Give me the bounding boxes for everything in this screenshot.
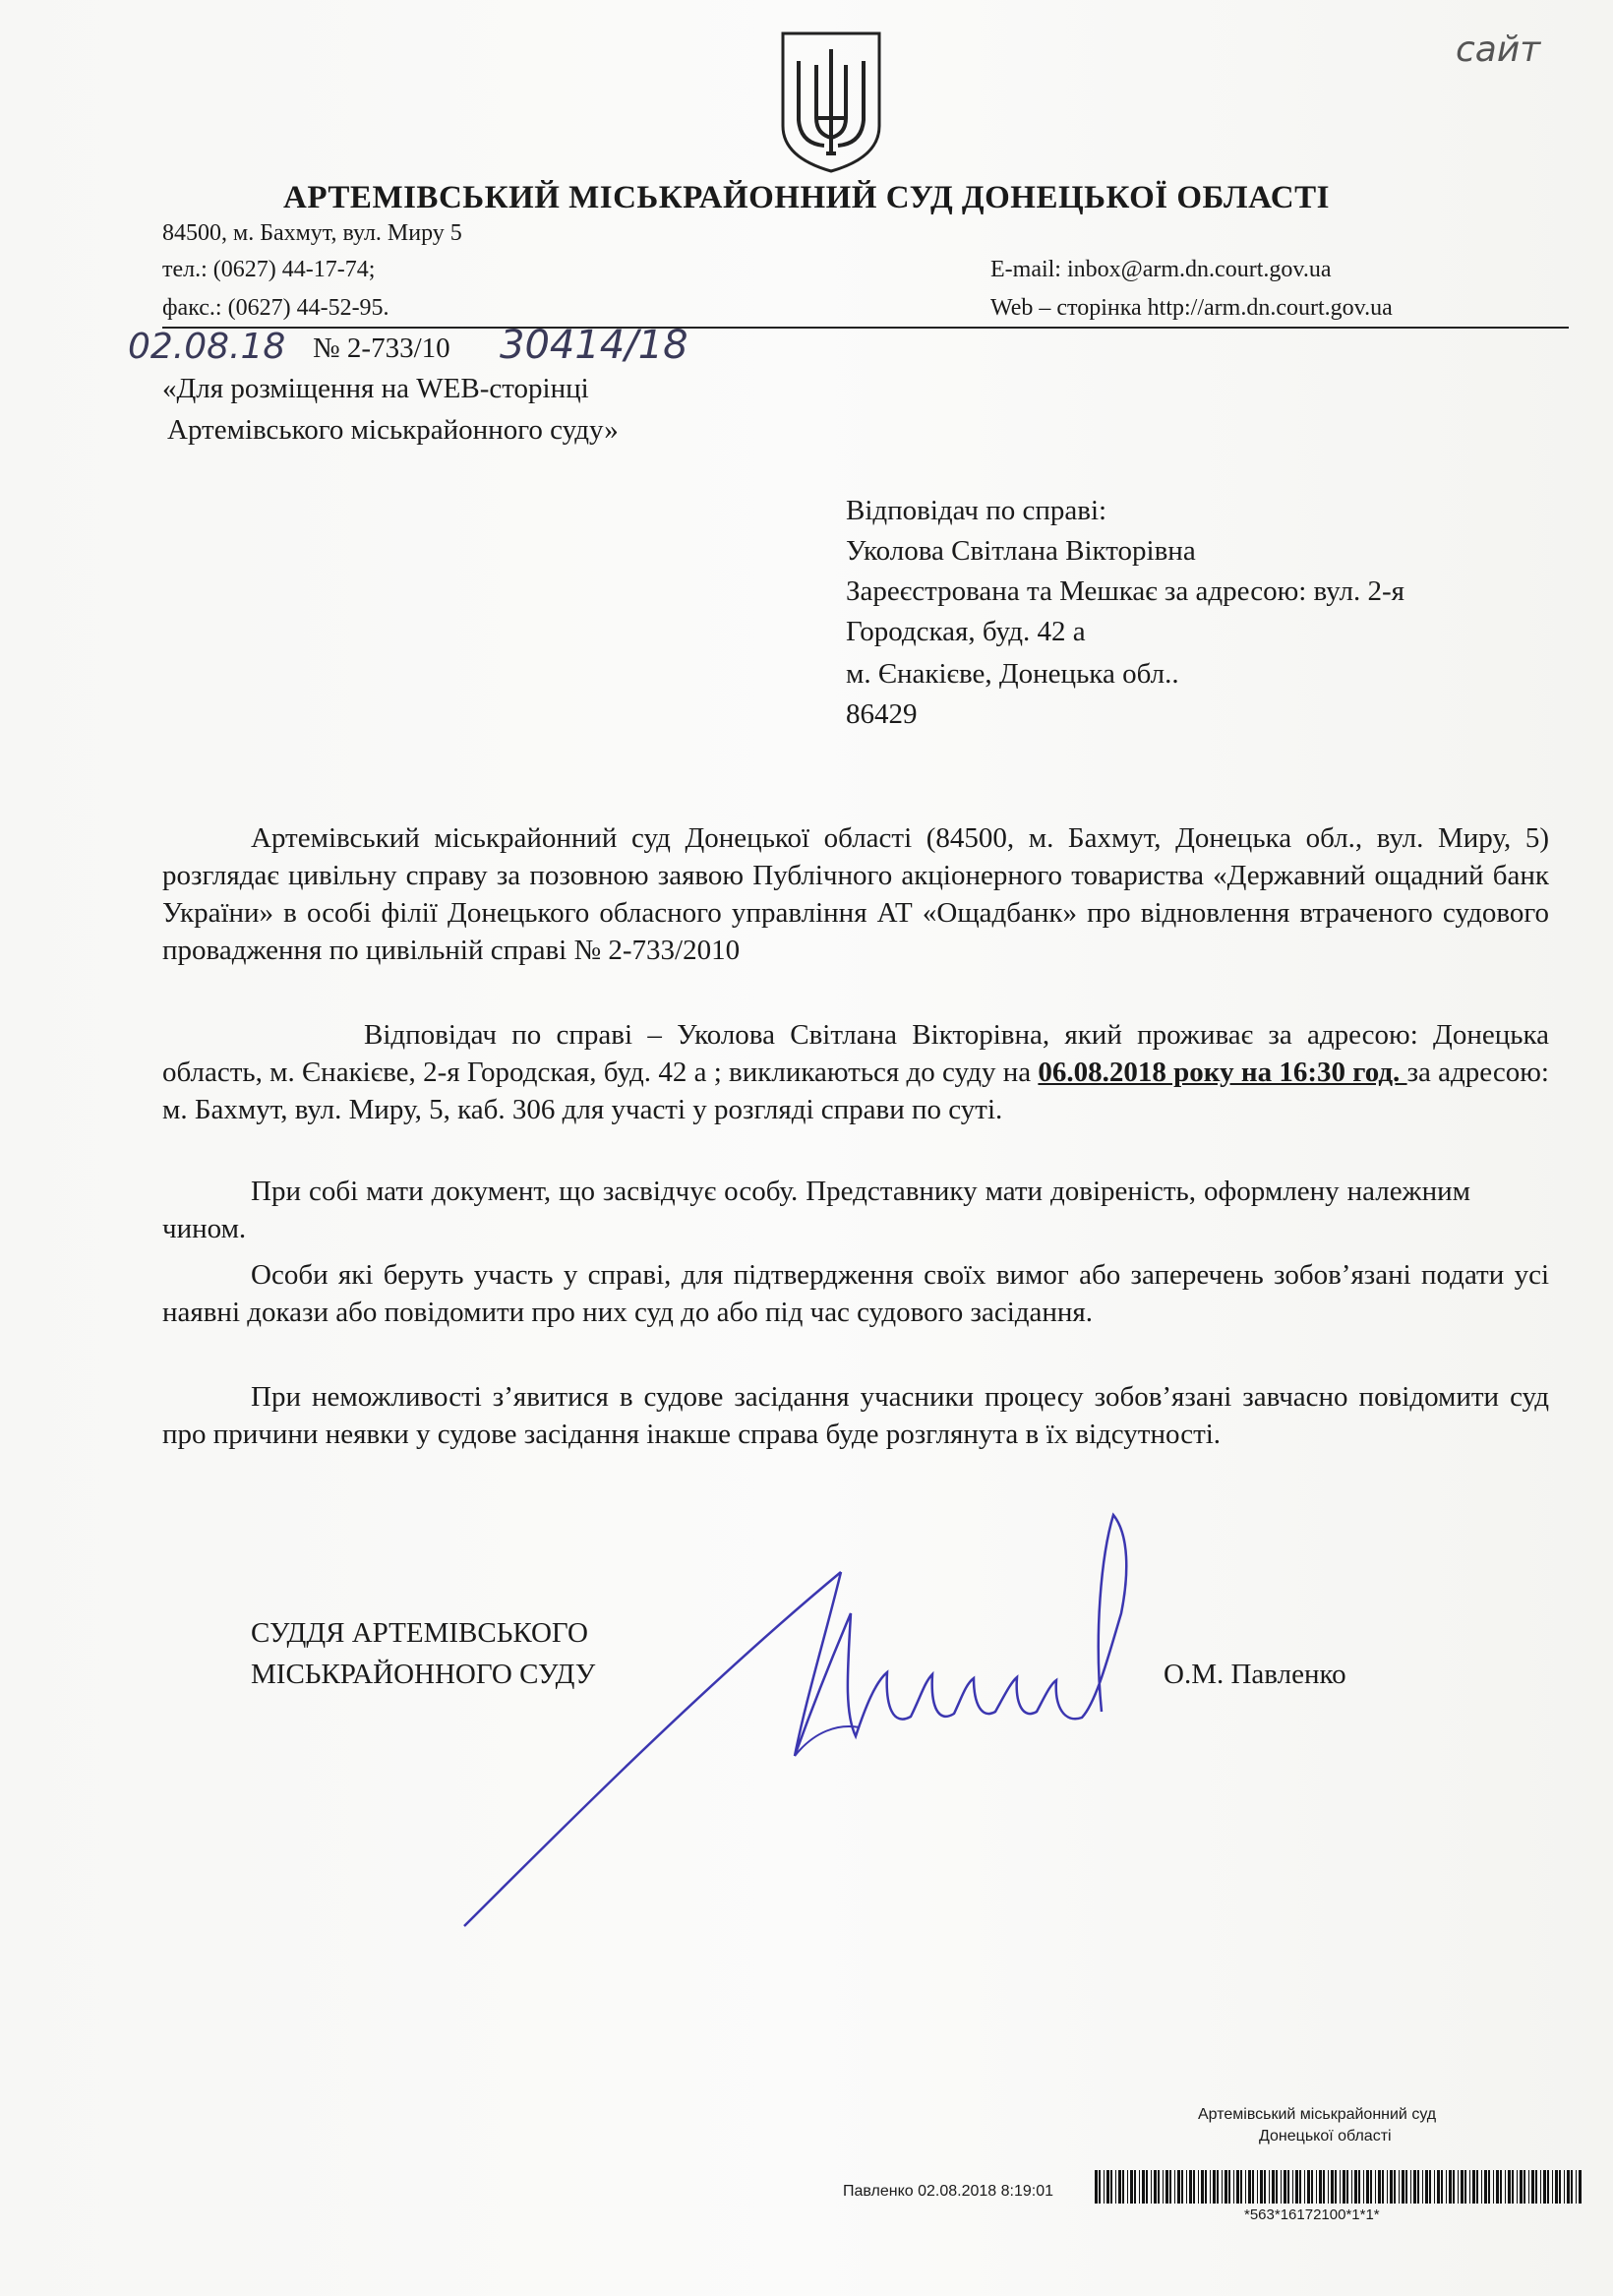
barcode-bar xyxy=(1517,2170,1518,2204)
barcode-bar xyxy=(1174,2170,1175,2204)
barcode-bar xyxy=(1142,2170,1145,2204)
stamp-court-line2: Донецької області xyxy=(1259,2128,1392,2145)
barcode-bar xyxy=(1402,2170,1404,2204)
body-paragraph-4: Особи які беруть участь у справі, для підтвердження своїх вимог або заперечень зобов’язані подати усі наявні докази або повідомити про них суд до або під час судового засідання. xyxy=(162,1259,1549,1328)
barcode-bar xyxy=(1110,2170,1112,2204)
barcode-bar xyxy=(1307,2170,1310,2204)
barcode-bar xyxy=(1115,2170,1116,2204)
barcode-bar xyxy=(1260,2170,1263,2204)
barcode-bar xyxy=(1366,2170,1369,2204)
barcode-bar xyxy=(1205,2170,1207,2204)
court-web: Web – сторінка http://arm.dn.court.gov.ua xyxy=(990,295,1393,321)
barcode-bar xyxy=(1346,2170,1348,2204)
barcode-bar xyxy=(1434,2170,1435,2204)
barcode-bar xyxy=(1540,2170,1541,2204)
court-name: АРТЕМІВСЬКИЙ МІСЬКРАЙОННИЙ СУД ДОНЕЦЬКОЇ ОБЛАСТІ xyxy=(283,180,1330,215)
handwritten-signature xyxy=(452,1495,1200,1938)
barcode-bar xyxy=(1276,2170,1278,2204)
barcode-bar xyxy=(1201,2170,1204,2204)
addressee-name: Уколова Світлана Вікторівна xyxy=(846,535,1196,567)
barcode-bar xyxy=(1520,2170,1523,2204)
barcode-bar xyxy=(1399,2170,1400,2204)
barcode-bar xyxy=(1328,2170,1329,2204)
barcode-bar xyxy=(1245,2170,1246,2204)
barcode-bar xyxy=(1576,2170,1577,2204)
barcode-bar xyxy=(1122,2170,1124,2204)
barcode-bar xyxy=(1343,2170,1345,2204)
barcode-bar xyxy=(1331,2170,1334,2204)
barcode-bar xyxy=(1272,2170,1275,2204)
barcode-bar xyxy=(1375,2170,1376,2204)
barcode-bar xyxy=(1189,2170,1192,2204)
body-paragraph-1: Артемівський міськрайонний суд Донецької області (84500, м. Бахмут, Донецька обл., вул. Миру, 5) розглядає цивільну справу за позовною заявою Публічного акціонерного товариства «Державний ощадний банк України» в особі філії Донецького обласного управління АТ «Ощадбанк» про відновлення втраченого судового провадження по цивільній справі № 2-733/2010 xyxy=(162,822,1549,966)
barcode-bar xyxy=(1564,2170,1565,2204)
barcode-bar xyxy=(1228,2170,1230,2204)
barcode-bar xyxy=(1316,2170,1317,2204)
barcode-bar xyxy=(1269,2170,1270,2204)
signer-name: О.М. Павленко xyxy=(1164,1659,1346,1690)
addressee-address1: Зареєстрована та Мешкає за адресою: вул. 2-я xyxy=(846,575,1404,607)
addressee-label: Відповідач по справі: xyxy=(846,495,1107,526)
coat-of-arms-icon xyxy=(777,28,885,173)
barcode-bar xyxy=(1335,2170,1337,2204)
barcode-bar xyxy=(1099,2170,1101,2204)
case-number: № 2-733/10 xyxy=(313,332,450,364)
barcode-bar xyxy=(1169,2170,1171,2204)
barcode-bar xyxy=(1287,2170,1289,2204)
barcode-bar xyxy=(1213,2170,1216,2204)
barcode-bar xyxy=(1146,2170,1148,2204)
barcode-bar xyxy=(1363,2170,1364,2204)
stamp-court-line1: Артемівський міськрайонний суд xyxy=(1198,2106,1437,2123)
handwritten-date: 02.08.18 xyxy=(128,327,286,367)
barcode-bar xyxy=(1165,2170,1168,2204)
barcode-bar xyxy=(1382,2170,1384,2204)
barcode-bar xyxy=(1311,2170,1313,2204)
corner-handwritten-note: сайт xyxy=(1456,30,1541,70)
barcode-bar xyxy=(1496,2170,1499,2204)
barcode-bar xyxy=(1528,2170,1529,2204)
barcode-bar xyxy=(1422,2170,1423,2204)
barcode-bar xyxy=(1264,2170,1266,2204)
barcode-bar xyxy=(1370,2170,1372,2204)
body-paragraph-3: При собі мати документ, що засвідчує особу. Представнику мати довіреність, оформлену належним чином. xyxy=(162,1176,1470,1244)
barcode-bar xyxy=(1257,2170,1258,2204)
barcode-bar xyxy=(1441,2170,1443,2204)
barcode-bar xyxy=(1523,2170,1525,2204)
barcode-bar xyxy=(1378,2170,1381,2204)
court-address: 84500, м. Бахмут, вул. Миру 5 xyxy=(162,220,462,246)
barcode-bar xyxy=(1413,2170,1416,2204)
barcode-bar xyxy=(1453,2170,1455,2204)
barcode-bar xyxy=(1340,2170,1341,2204)
barcode-bar xyxy=(1198,2170,1199,2204)
barcode-bar xyxy=(1488,2170,1490,2204)
barcode-bar xyxy=(1446,2170,1447,2204)
barcode-bar xyxy=(1484,2170,1487,2204)
addressee-address2: Городская, буд. 42 а xyxy=(846,616,1086,647)
barcode-bar xyxy=(1559,2170,1561,2204)
barcode-bar xyxy=(1233,2170,1234,2204)
barcode-bar xyxy=(1500,2170,1502,2204)
barcode-bar xyxy=(1186,2170,1187,2204)
barcode-bar xyxy=(1358,2170,1360,2204)
barcode-bar xyxy=(1531,2170,1534,2204)
barcode-bar xyxy=(1158,2170,1160,2204)
court-phone: тел.: (0627) 44-17-74; xyxy=(162,257,376,282)
barcode-bar xyxy=(1543,2170,1546,2204)
barcode-bar xyxy=(1299,2170,1301,2204)
barcode-bar xyxy=(1410,2170,1411,2204)
barcode-bar xyxy=(1139,2170,1140,2204)
barcode-bar xyxy=(1405,2170,1407,2204)
publication-note-line2: Артемівського міськрайонного суду» xyxy=(167,414,619,446)
body-paragraph-5: При неможливості з’явитися в судове засідання учасники процесу зобов’язані завчасно повідомити суд про причини неявки у судове засідання інакше справа буде розглянута в їх відсутності. xyxy=(162,1381,1549,1450)
addressee-zip: 86429 xyxy=(846,698,918,730)
barcode-bar xyxy=(1304,2170,1305,2204)
barcode-bar xyxy=(1579,2170,1582,2204)
barcode-bar xyxy=(1547,2170,1549,2204)
hearing-datetime: 06.08.2018 року на 16:30 год. xyxy=(1038,1057,1407,1088)
stamp-signer-time: Павленко 02.08.2018 8:19:01 xyxy=(843,2183,1054,2200)
barcode-bar xyxy=(1236,2170,1239,2204)
header-divider xyxy=(162,327,1569,329)
barcode-bar xyxy=(1222,2170,1223,2204)
barcode-bar xyxy=(1476,2170,1478,2204)
barcode-bar xyxy=(1130,2170,1133,2204)
court-fax: факс.: (0627) 44-52-95. xyxy=(162,295,389,321)
barcode-bar xyxy=(1181,2170,1183,2204)
barcode-bar xyxy=(1210,2170,1211,2204)
barcode-bar xyxy=(1555,2170,1558,2204)
body-paragraph-2: Відповідач по справі – Уколова Світлана Вікторівна, який проживає за адресою: Донецька область, м. Єнакієве, 2-я Городская, буд. 42 а ; викликаються до суду на 06.08.2018 року на 16:30 год. за адресою: м. Бахмут, вул. Миру, 5, каб. 306 для участі у розгляді справи по суті. xyxy=(162,1019,1549,1125)
barcode-bar xyxy=(1351,2170,1352,2204)
barcode-bar xyxy=(1464,2170,1466,2204)
barcode-bar xyxy=(1390,2170,1393,2204)
handwritten-reg-number: 30414/18 xyxy=(500,323,688,368)
barcode-bar xyxy=(1106,2170,1109,2204)
barcode-bar xyxy=(1493,2170,1494,2204)
barcode-text: *563*16172100*1*1* xyxy=(1244,2206,1380,2223)
barcode-bar xyxy=(1193,2170,1195,2204)
barcode-bar xyxy=(1429,2170,1431,2204)
barcode-bar xyxy=(1469,2170,1470,2204)
barcode-bar xyxy=(1104,2170,1105,2204)
barcode-bar xyxy=(1295,2170,1298,2204)
barcode-bar xyxy=(1417,2170,1419,2204)
barcode-bar xyxy=(1535,2170,1537,2204)
barcode-bar xyxy=(1134,2170,1136,2204)
signature-title-line1: СУДДЯ АРТЕМІВСЬКОГО xyxy=(251,1617,588,1649)
barcode-bar xyxy=(1319,2170,1322,2204)
barcode-bar xyxy=(1284,2170,1286,2204)
barcode-bar xyxy=(1472,2170,1475,2204)
barcode-bar xyxy=(1154,2170,1157,2204)
barcode-bar xyxy=(1461,2170,1464,2204)
barcode-bar xyxy=(1354,2170,1357,2204)
barcode-bar xyxy=(1552,2170,1553,2204)
barcode-bar xyxy=(1163,2170,1164,2204)
barcode-bar xyxy=(1505,2170,1506,2204)
barcode-bar xyxy=(1225,2170,1227,2204)
barcode-bar xyxy=(1252,2170,1254,2204)
barcode-bar xyxy=(1571,2170,1573,2204)
barcode-bar xyxy=(1437,2170,1440,2204)
barcode-bar xyxy=(1095,2170,1098,2204)
barcode-bar xyxy=(1151,2170,1152,2204)
barcode-bar xyxy=(1281,2170,1282,2204)
barcode-bar xyxy=(1425,2170,1428,2204)
barcode-bar xyxy=(1567,2170,1570,2204)
barcode-bar xyxy=(1248,2170,1251,2204)
barcode-bar xyxy=(1481,2170,1482,2204)
addressee-city: м. Єнакієве, Донецька обл.. xyxy=(846,658,1179,690)
barcode-bar xyxy=(1323,2170,1325,2204)
signature-title-line2: МІСЬКРАЙОННОГО СУДУ xyxy=(251,1659,596,1690)
publication-note-line1: «Для розміщення на WEB-сторінці xyxy=(162,373,589,404)
barcode-bar xyxy=(1177,2170,1180,2204)
barcode-bar xyxy=(1217,2170,1219,2204)
barcode-bar xyxy=(1508,2170,1511,2204)
court-email: E-mail: inbox@arm.dn.court.gov.ua xyxy=(990,257,1332,282)
barcode-bar xyxy=(1449,2170,1452,2204)
barcode-bar xyxy=(1394,2170,1396,2204)
barcode-bar xyxy=(1118,2170,1121,2204)
barcode-bar xyxy=(1512,2170,1514,2204)
barcode-bar xyxy=(1292,2170,1293,2204)
barcode-bar xyxy=(1387,2170,1388,2204)
barcode-bar xyxy=(1127,2170,1128,2204)
barcode-bar xyxy=(1458,2170,1459,2204)
barcode-bar xyxy=(1240,2170,1242,2204)
